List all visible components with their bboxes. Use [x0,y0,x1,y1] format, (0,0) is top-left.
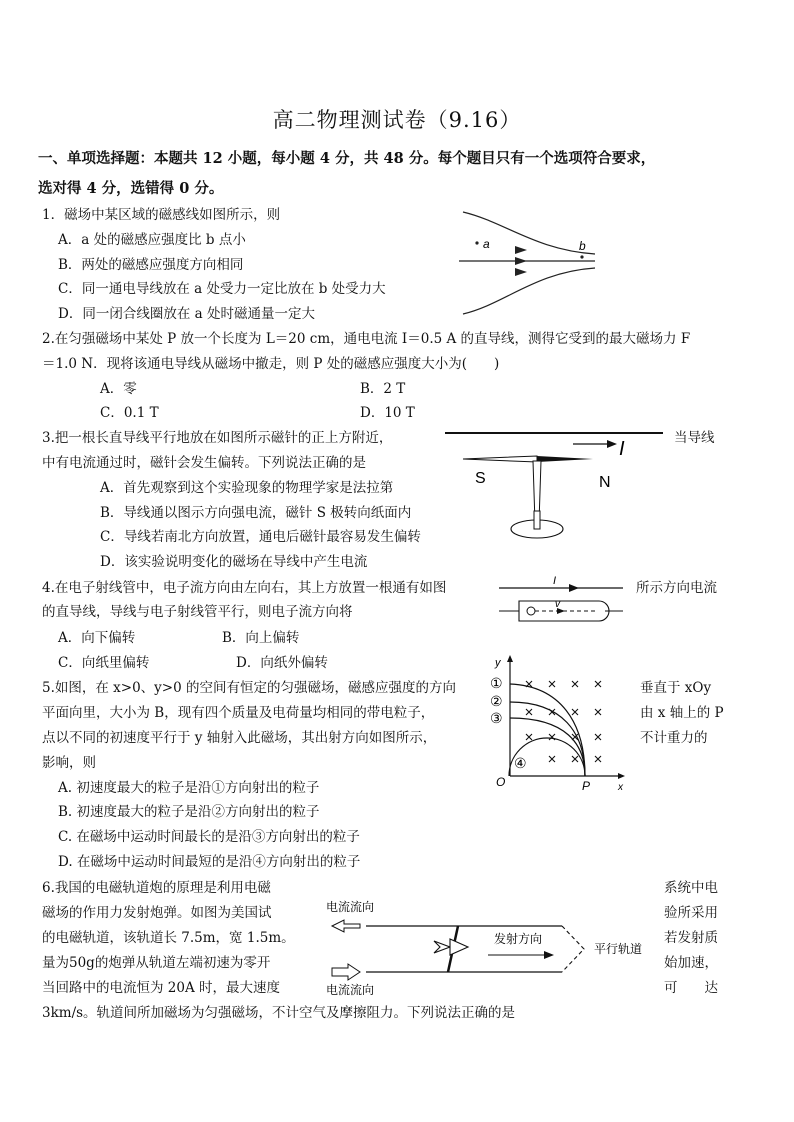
q5-label-p: P [582,779,591,793]
q6-stem-right-2: 验所采用 [664,905,718,921]
q3-option-b: B．导线通以图示方向强电流，磁针 S 极转向纸面内 [100,505,412,521]
q1-option-a: A．a 处的磁感应强度比 b 点小 [58,232,246,248]
q3-stem-line1-right: 当导线 [674,430,715,446]
q4-option-a: A．向下偏转 [58,630,136,646]
q3-stem-line2: 中有电流通过时，磁针会发生偏转。下列说法正确的是 [42,455,366,471]
q6-stem-left-5: 当回路中的电流恒为 20A 时，最大速度 [42,980,281,996]
q5-label-y: y [495,657,501,669]
q6-label-launch: 发射方向 [494,932,543,946]
q5-path-label-4: ④ [514,755,527,771]
q1-label-b: b [579,239,586,253]
q6-stem-left-1: 6.我国的电磁轨道炮的原理是利用电磁 [42,880,271,896]
q3-label-n: N [599,474,611,491]
q3-option-a: A．首先观察到这个实验现象的物理学家是法拉第 [100,480,394,496]
section-heading-line2: 选对得 4 分，选错得 0 分。 [38,180,224,197]
q6-label-current-top: 电流流向 [326,900,375,914]
q2-option-a: A．零 [100,381,137,397]
q6-stem-right-3: 若发射质 [664,930,718,946]
q5-magnetic-field-figure [490,652,630,792]
q6-stem-left-4: 量为50g的炮弹从轨道左端初速为零开 [42,955,271,971]
q6-stem-left-3: 的电磁轨道，该轨道长 7.5m，宽 1.5m。 [42,930,295,946]
q6-stem-right-5: 可 达 [664,980,718,996]
q4-stem-line1-right: 所示方向电流 [636,580,717,596]
q2-stem-line2: ＝1.0 N．现将该通电导线从磁场中撤走，则 P 处的磁感应强度大小为( ) [42,356,500,372]
q4-label-velocity: v [555,599,560,610]
q3-label-s: S [475,470,486,487]
q5-option-d: D. 在磁场中运动时间最短的是沿④方向射出的粒子 [58,854,361,870]
q5-option-a: A. 初速度最大的粒子是沿①方向射出的粒子 [58,780,320,796]
q6-stem-last: 3km/s。轨道间所加磁场为匀强磁场，不计空气及摩擦阻力。下列说法正确的是 [42,1005,516,1021]
q4-stem-line2: 的直导线，导线与电子射线管平行，则电子流方向将 [42,604,353,620]
q1-stem: 1．磁场中某区域的磁感线如图所示，则 [42,207,281,223]
q6-stem-right-1: 系统中电 [664,880,718,896]
q2-option-d: D．10 T [360,405,415,421]
q3-stem-line1: 3.把一根长直导线平行地放在如图所示磁针的正上方附近， [42,430,393,446]
q2-option-b: B．2 T [360,381,406,397]
q5-stem-line1: 5.如图，在 x>0、y>0 的空间有恒定的匀强磁场，磁感应强度的方向 [42,680,457,696]
q2-option-c: C．0.1 T [100,405,159,421]
q4-electron-tube-figure [495,574,630,626]
q6-label-current-bottom: 电流流向 [326,983,375,997]
q5-stem-line2: 平面向里，大小为 B，现有四个质量及电荷量均相同的带电粒子， [42,705,435,721]
q5-stem-line2-right: 由 x 轴上的 P [640,705,724,721]
q3-option-c: C．导线若南北方向放置，通电后磁针最容易发生偏转 [100,529,421,545]
q4-stem-line1: 4.在电子射线管中，电子流方向由左向右，其上方放置一根通有如图 [42,580,447,596]
q1-option-b: B．两处的磁感应强度方向相同 [58,257,244,273]
q5-label-x: x [618,782,623,793]
q2-stem-line1: 2.在匀强磁场中某处 P 放一个长度为 L＝20 cm，通电电流 I＝0.5 A 的直导线，测得它受到的最大磁场力 F [42,331,691,347]
q6-label-rail: 平行轨道 [594,942,643,956]
q5-stem-line3-right: 不计重力的 [640,730,708,746]
q5-option-b: B. 初速度最大的粒子是沿②方向射出的粒子 [58,804,320,820]
q4-option-c: C．向纸里偏转 [58,655,150,671]
q1-option-d: D．同一闭合线圈放在 a 处时磁通量一定大 [58,306,315,322]
q1-label-a: a [483,237,490,251]
q4-label-current: I [553,575,557,587]
q5-stem-line3: 点以不同的初速度平行于 y 轴射入此磁场，其出射方向如图所示， [42,730,437,746]
q5-path-label-3: ③ [490,710,503,726]
q5-path-label-1: ① [490,675,503,691]
q4-option-d: D．向纸外偏转 [236,655,328,671]
page-title: 高二物理测试卷（9.16） [272,108,522,132]
q4-option-b: B．向上偏转 [222,630,300,646]
q5-stem-line4: 影响，则 [42,755,96,771]
q3-compass-wire-figure [445,425,665,550]
q6-railgun-figure [322,893,662,1003]
q6-stem-left-2: 磁场的作用力发射炮弹。如图为美国试 [42,905,272,921]
q6-stem-right-4: 始加速， [664,955,718,971]
q3-label-current: I [619,438,625,460]
q1-field-lines-figure [455,206,605,326]
q1-option-c: C．同一通电导线放在 a 处受力一定比放在 b 处受力大 [58,281,386,297]
q5-label-origin: O [496,775,506,789]
q5-stem-line1-right: 垂直于 xOy [640,680,712,696]
q5-option-c: C. 在磁场中运动时间最长的是沿③方向射出的粒子 [58,829,360,845]
q5-field-crosses [526,681,601,762]
q5-path-label-2: ② [490,693,503,709]
section-heading-line1: 一、单项选择题：本题共 12 小题，每小题 4 分，共 48 分。每个题目只有一个选项符合要求， [38,150,656,167]
q3-option-d: D．该实验说明变化的磁场在导线中产生电流 [100,554,368,570]
